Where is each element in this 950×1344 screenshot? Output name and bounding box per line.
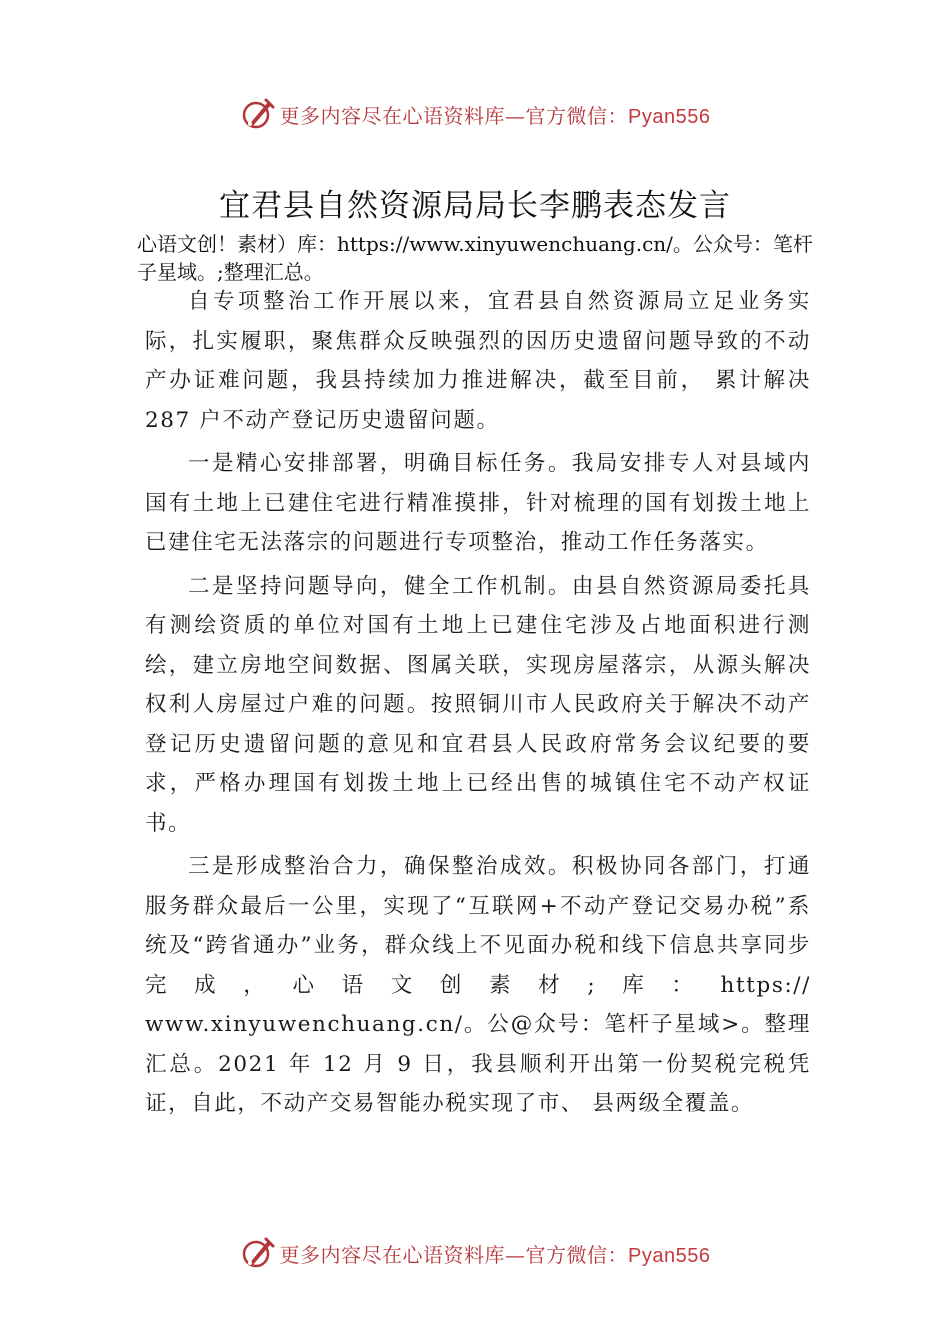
source-note: 心语文创！素材）库：https://www.xinyuwenchuang.cn/。公众号：笔杆子星域。;整理汇总。	[137, 232, 813, 284]
watermark-text: 更多内容尽在心语资料库—官方微信：Pyan556	[279, 103, 711, 128]
paragraph-point-1: 一是精心安排部署，明确目标任务。我局安排专人对县域内国有土地上已建住宅进行精准摸排，针对梳理的国有划拨土地上已建住宅无法落宗的问题进行专项整治，推动工作任务落实。	[145, 451, 811, 555]
paragraph-point-3: 三是形成整治合力，确保整治成效。积极协同各部门，打通服务群众最后一公里，实现了“互联网+不动产登记交易办税”系统及“跨省通办”业务，群众线上不见面办税和线下信息共享同步完成，心语文创素材;库：https:// www.xinyuwenchuang.cn/。公@众号：笔杆子星域>。整理汇总。2021 年 12 月 9 日，我县顺利开出第一份契税完税凭证，自此，不动产交易智能办税实现了市、 县两级全覆盖。	[145, 854, 811, 1116]
paragraph-point-2: 二是坚持问题导向，健全工作机制。由县自然资源局委托具有测绘资质的单位对国有土地上已建住宅涉及占地面积进行测绘，建立房地空间数据、图属关联，实现房屋落宗，从源头解决权利人房屋过户难的问题。按照铜川市人民政府关于解决不动产登记历史遗留问题的意见和宜君县人民政府常务会议纪要的要求，严格办理国有划拨土地上已经出售的城镇住宅不动产权证书。	[145, 573, 811, 836]
wechat-id: Pyan556	[628, 105, 711, 128]
document-body	[145, 282, 811, 1128]
quill-pen-logo-icon	[240, 96, 276, 132]
header-watermark-banner	[0, 94, 950, 134]
watermark-text: 更多内容尽在心语资料库—官方微信：Pyan556	[279, 1242, 711, 1267]
paragraph-intro: 自专项整治工作开展以来，宜君县自然资源局立足业务实际，扎实履职，聚焦群众反映强烈的因历史遗留问题导致的不动产办证难问题，我县持续加力推进解决，截至目前， 累计解决 287 户不动产登记历史遗留问题。	[145, 289, 811, 433]
wechat-id: Pyan556	[628, 1244, 711, 1267]
footer-watermark-banner	[0, 1233, 950, 1273]
quill-pen-logo-icon	[240, 1235, 276, 1271]
document-title: 宜君县自然资源局局长李鹏表态发言	[219, 188, 731, 224]
